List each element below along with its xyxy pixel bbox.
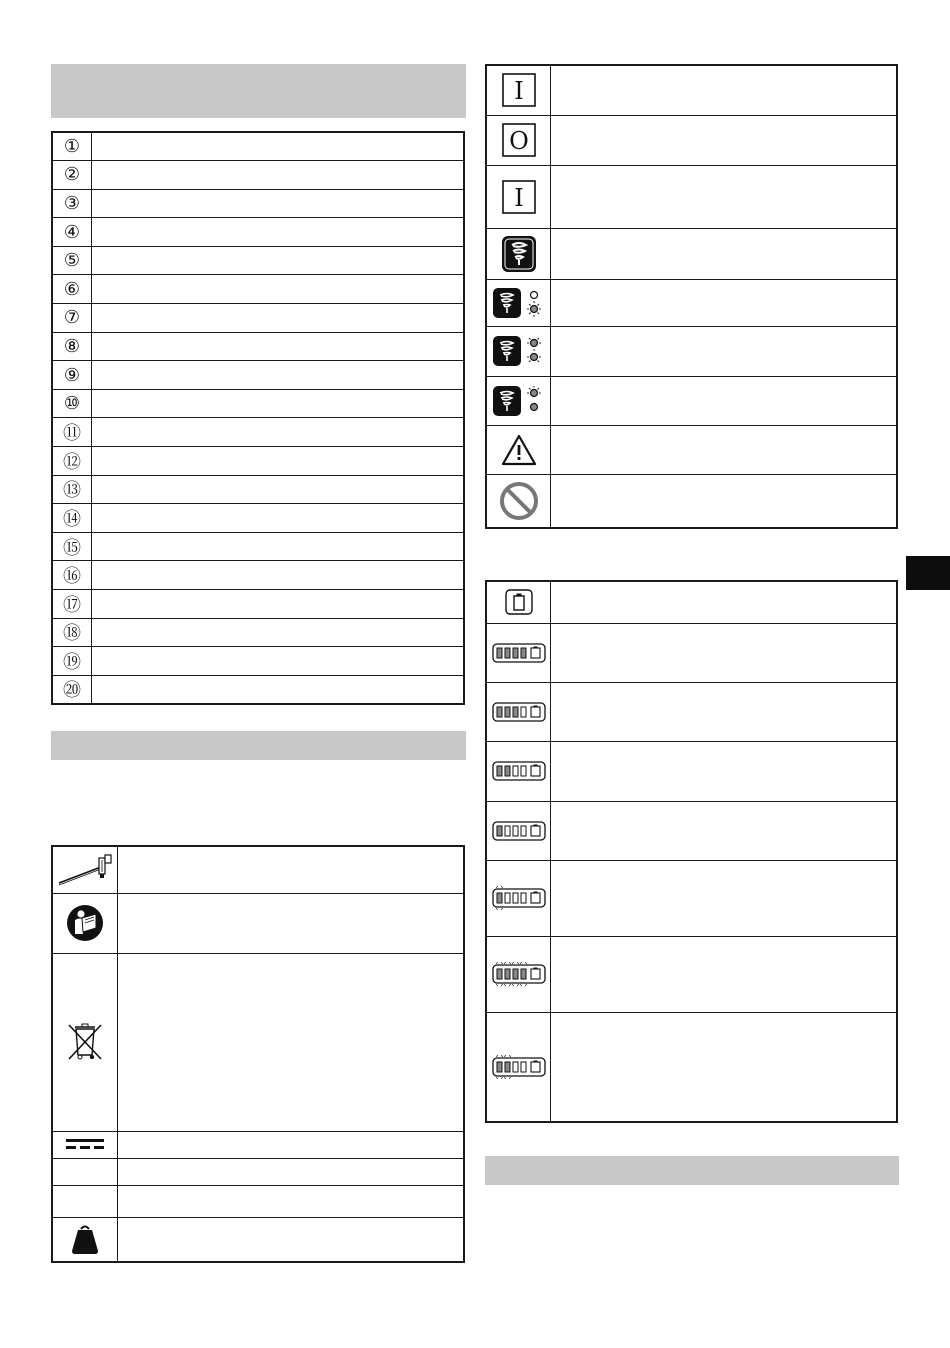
vortex-led-lower-on-icon — [492, 287, 546, 319]
part-description — [92, 504, 465, 533]
parts-row — [52, 304, 464, 333]
parts-row — [52, 418, 464, 447]
switch-on-icon — [502, 73, 536, 107]
indicator-row — [486, 425, 897, 474]
parts-row — [52, 675, 464, 704]
part-number: ⑧ — [52, 332, 92, 361]
parts-row — [52, 246, 464, 275]
part-description — [92, 132, 465, 161]
indicator-row — [486, 228, 897, 279]
part-description — [92, 532, 465, 561]
part-number: ⑤ — [52, 246, 92, 275]
part-description — [92, 189, 465, 218]
battery-icon — [505, 589, 533, 615]
part-number: ⑮ — [52, 532, 92, 561]
part-description — [92, 332, 465, 361]
parts-table — [51, 131, 465, 705]
parts-row — [52, 561, 464, 590]
battery-row — [486, 1012, 897, 1122]
parts-row — [52, 361, 464, 390]
part-description — [92, 361, 465, 390]
part-number: ⑨ — [52, 361, 92, 390]
switch-off-icon — [502, 123, 536, 157]
side-thumb-tab — [906, 556, 950, 590]
battery-4-bars-icon — [491, 640, 547, 666]
vortex-led-upper-on-icon — [492, 385, 546, 417]
part-description — [92, 275, 465, 304]
indicator-row — [486, 279, 897, 326]
part-description — [92, 618, 465, 647]
part-number: ⑯ — [52, 561, 92, 590]
switch-off-glyph: O — [508, 127, 529, 155]
part-number: ⑥ — [52, 275, 92, 304]
indicator-row — [486, 474, 897, 528]
indicator-row — [486, 65, 897, 115]
symbol-row — [52, 1131, 464, 1158]
part-number: ④ — [52, 218, 92, 247]
symbols-table — [51, 845, 465, 1263]
crossed-out-bin-icon — [65, 1021, 105, 1063]
parts-row — [52, 332, 464, 361]
parts-row — [52, 532, 464, 561]
part-description — [92, 304, 465, 333]
parts-row — [52, 504, 464, 533]
symbol-row — [52, 893, 464, 953]
battery-row — [486, 741, 897, 801]
part-number: ⑪ — [52, 418, 92, 447]
parts-row — [52, 132, 464, 161]
drill-bit-tool-icon — [55, 850, 115, 890]
switch-on-glyph: I — [513, 183, 524, 212]
indicator-row — [486, 165, 897, 228]
part-description — [92, 647, 465, 676]
part-description — [92, 447, 465, 476]
battery-1-bar-icon — [491, 818, 547, 844]
part-number: ③ — [52, 189, 92, 218]
left-section-bar — [51, 731, 466, 760]
part-number: ⑰ — [52, 590, 92, 619]
battery-bars-blinking-icon — [491, 1054, 547, 1080]
symbol-row — [52, 1185, 464, 1217]
part-number: ⑩ — [52, 389, 92, 418]
battery-row — [486, 801, 897, 860]
battery-row — [486, 682, 897, 741]
part-number: ⑫ — [52, 447, 92, 476]
indicator-row — [486, 376, 897, 425]
switch-on-glyph: I — [513, 77, 524, 106]
weight-icon — [70, 1223, 100, 1255]
indicator-row — [486, 115, 897, 165]
read-manual-icon — [66, 904, 104, 942]
part-description — [92, 246, 465, 275]
part-number: ⑬ — [52, 475, 92, 504]
part-number: ② — [52, 161, 92, 190]
battery-row — [486, 860, 897, 936]
part-description — [92, 675, 465, 704]
symbol-row — [52, 1158, 464, 1185]
direct-current-icon — [65, 1137, 105, 1151]
parts-row — [52, 590, 464, 619]
symbol-row — [52, 1217, 464, 1262]
indicators-table — [485, 64, 898, 529]
switch-on-icon — [502, 180, 536, 214]
prohibition-icon — [499, 481, 539, 521]
battery-3-bars-icon — [491, 699, 547, 725]
battery-row — [486, 936, 897, 1012]
parts-row — [52, 618, 464, 647]
parts-row — [52, 275, 464, 304]
parts-row — [52, 218, 464, 247]
left-header-bar — [51, 64, 466, 118]
part-description — [92, 161, 465, 190]
parts-row — [52, 189, 464, 218]
vortex-led-both-on-icon — [492, 335, 546, 367]
parts-row — [52, 447, 464, 476]
part-description — [92, 475, 465, 504]
symbol-row — [52, 846, 464, 893]
battery-row — [486, 623, 897, 682]
part-number: ⑳ — [52, 675, 92, 704]
part-number: ⑱ — [52, 618, 92, 647]
part-description — [92, 590, 465, 619]
parts-row — [52, 389, 464, 418]
parts-row — [52, 647, 464, 676]
part-number: ⑭ — [52, 504, 92, 533]
battery-table — [485, 580, 898, 1123]
part-number: ⑲ — [52, 647, 92, 676]
part-description — [92, 389, 465, 418]
part-description — [92, 218, 465, 247]
part-number: ⑦ — [52, 304, 92, 333]
battery-1-bar-blinking-icon — [491, 885, 547, 911]
battery-row — [486, 581, 897, 623]
battery-2-bars-icon — [491, 758, 547, 784]
warning-triangle-icon — [501, 434, 537, 466]
symbol-row — [52, 953, 464, 1131]
part-description — [92, 561, 465, 590]
indicator-row — [486, 326, 897, 376]
right-footer-bar — [485, 1156, 899, 1185]
vortex-mode-icon — [501, 235, 537, 273]
part-number: ① — [52, 132, 92, 161]
parts-row — [52, 161, 464, 190]
parts-row — [52, 475, 464, 504]
part-description — [92, 418, 465, 447]
battery-all-blinking-icon — [491, 961, 547, 987]
